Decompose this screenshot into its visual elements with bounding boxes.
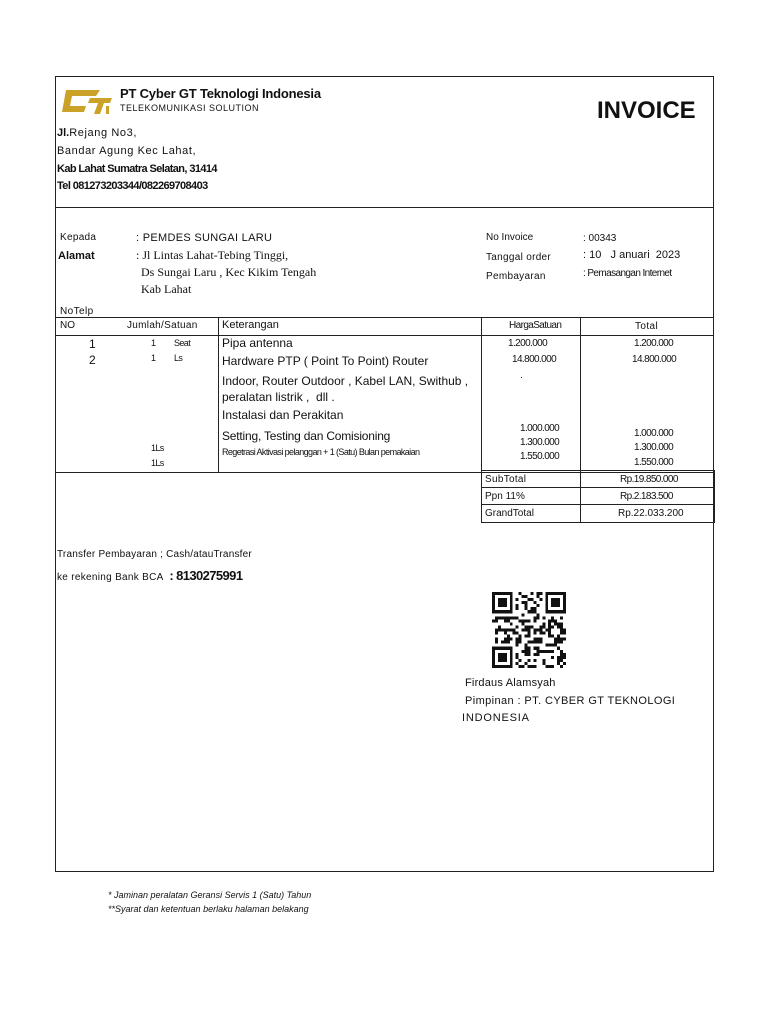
kepada-label: Kepada	[60, 232, 97, 243]
item-2-price: 14.800.000	[512, 354, 557, 365]
item-4-desc: Setting, Testing dan Comisioning	[222, 429, 391, 443]
th-total: Total	[635, 321, 659, 332]
grand-total-value: Rp.22.033.200	[618, 508, 684, 519]
alamat-line-3: Kab Lahat	[141, 282, 192, 296]
item-6-price: 1.550.000	[520, 451, 560, 462]
ppn-value: Rp.2.183.500	[620, 491, 673, 502]
qr-code	[492, 592, 566, 668]
signatory-name: Firdaus Alamsyah	[465, 677, 556, 689]
totals-line-1	[481, 487, 715, 488]
table-col-divider-total	[580, 317, 581, 472]
ppn-label: Ppn 11%	[485, 491, 525, 502]
invoice-title: INVOICE	[597, 97, 696, 124]
bank-account-prefix: ke rekening Bank BCA	[57, 572, 164, 583]
item-6-desc: Regetrasi Aktivasi pelanggan + 1 (Satu) Bulan pemakaian	[222, 447, 420, 457]
item-1-total: 1.200.000	[634, 338, 674, 349]
signatory-title-line-1: Pimpinan : PT. CYBER GT TEKNOLOGI	[465, 695, 676, 707]
subtotal-value: Rp.19.850.000	[620, 474, 678, 485]
item-1-no: 1	[89, 337, 96, 351]
company-phone: Tel 081273203344/082269708403	[57, 180, 208, 192]
company-tagline: TELEKOMUNIKASI SOLUTION	[120, 103, 260, 113]
tanggal-label: Tanggal order	[486, 252, 552, 263]
alamat-label: Alamat	[58, 250, 95, 262]
address-line-2: Bandar Agung Kec Lahat,	[57, 145, 197, 157]
qr-code-graphic	[492, 592, 566, 668]
totals-col-divider	[580, 470, 581, 523]
payment-method: Transfer Pembayaran ; Cash/atauTransfer	[57, 549, 252, 560]
item-2-unit: Ls	[174, 353, 183, 363]
item-6-total: 1.550.000	[634, 457, 674, 468]
totals-line-2	[481, 504, 715, 505]
subtotal-label: SubTotal	[485, 474, 527, 485]
company-logo	[60, 86, 114, 116]
item-4-price: 1.000.000	[520, 423, 560, 434]
kepada-value: : PEMDES SUNGAI LARU	[136, 232, 273, 244]
address-line-3: Kab Lahat Sumatra Selatan, 31414	[57, 163, 217, 175]
th-qty: Jumlah/Satuan	[127, 320, 198, 331]
item-2-desc-line-3: peralatan listrik , dll .	[222, 390, 335, 404]
company-logo-mark	[60, 86, 114, 116]
item-2-no: 2	[89, 353, 96, 367]
address-line-1	[57, 127, 137, 139]
table-top-line	[55, 317, 714, 318]
table-col-divider-price	[481, 317, 482, 472]
item-6-qty: 1Ls	[151, 458, 164, 468]
item-1-qty: 1	[151, 338, 157, 348]
item-5-qty: 1Ls	[151, 443, 164, 453]
signatory-title-line-2: INDONESIA	[462, 712, 530, 724]
item-2-desc: Hardware PTP ( Point To Point) Router	[222, 354, 429, 368]
item-3-desc: Instalasi dan Perakitan	[222, 408, 344, 422]
pembayaran-label: Pembayaran	[486, 271, 546, 282]
company-name: PT Cyber GT Teknologi Indonesia	[120, 86, 321, 101]
item-4-total: 1.000.000	[634, 428, 674, 439]
item-2-desc-line-2: Indoor, Router Outdoor , Kabel LAN, Swithub ,	[222, 374, 469, 388]
alamat-line-2: Ds Sungai Laru , Kec Kikim Tengah	[141, 265, 317, 279]
item-1-price: 1.200.000	[508, 338, 548, 349]
header-divider	[55, 207, 714, 208]
item-2-total: 14.800.000	[632, 354, 677, 365]
footnote-terms: **Syarat dan ketentuan berlaku halaman belakang	[108, 904, 309, 914]
th-price: HargaSatuan	[509, 320, 562, 331]
th-desc: Keterangan	[222, 319, 279, 331]
item-1-desc: Pipa antenna	[222, 336, 293, 350]
item-1-unit: Seat	[174, 338, 191, 348]
item-5-total: 1.300.000	[634, 442, 674, 453]
notelp-label: NoTelp	[60, 306, 94, 317]
table-col-divider-desc	[218, 317, 219, 472]
grand-total-label: GrandTotal	[485, 508, 534, 519]
pembayaran-value: : Pemasangan Internet	[583, 268, 672, 279]
address-jl-prefix: Jl.	[57, 127, 70, 139]
tanggal-value: : 10 J anuari 2023	[583, 249, 681, 261]
item-2-qty: 1	[151, 353, 157, 363]
th-no: NO	[60, 320, 75, 331]
no-invoice-value: : 00343	[583, 233, 617, 244]
bank-account-number: : 8130275991	[169, 568, 243, 583]
alamat-line-1: : Jl Lintas Lahat-Tebing Tinggi,	[136, 248, 289, 262]
footnote-warranty: * Jaminan peralatan Geransi Servis 1 (Satu) Tahun	[108, 890, 312, 900]
item-2-price-dot: .	[520, 370, 523, 381]
item-5-price: 1.300.000	[520, 437, 560, 448]
address-jl: Rejang No3,	[69, 127, 137, 139]
table-header-line	[55, 335, 714, 336]
no-invoice-label: No Invoice	[486, 232, 534, 243]
bank-account-line	[57, 568, 242, 583]
